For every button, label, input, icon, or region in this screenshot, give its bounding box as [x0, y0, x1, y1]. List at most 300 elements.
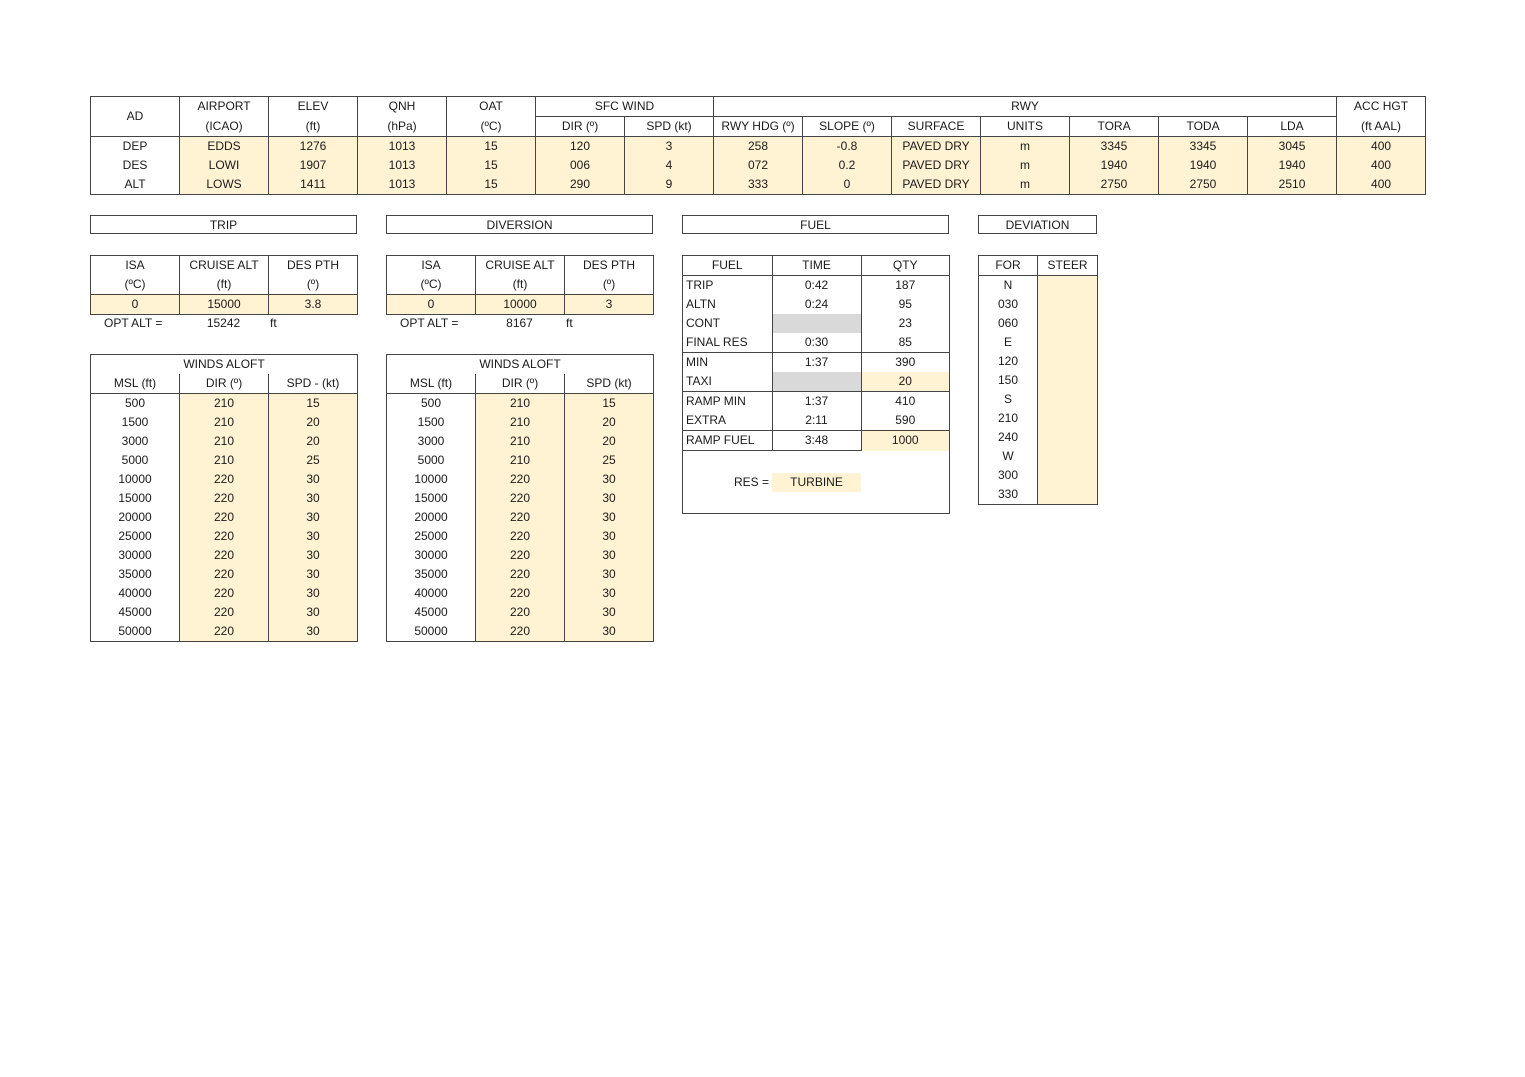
winds-row: [91, 508, 358, 527]
airport-icao-input[interactable]: LOWI: [180, 156, 269, 175]
fuel-qty-cell: 85: [861, 333, 949, 353]
winds-row: [387, 584, 654, 603]
fuel-qty-cell: 590: [861, 411, 949, 431]
rwy-hdg-input[interactable]: 333: [714, 175, 803, 195]
tora-input[interactable]: 3345: [1070, 137, 1159, 157]
winds-row: [387, 565, 654, 584]
for-cell: E: [1003, 335, 1012, 349]
fuel-row: [683, 372, 949, 392]
units-select[interactable]: m: [981, 156, 1070, 175]
deviation-row: [979, 314, 1098, 333]
div-winds-spd-input[interactable]: 30: [565, 470, 654, 489]
oat-input[interactable]: 15: [447, 175, 536, 195]
div-opt-alt-unit: ft: [566, 316, 573, 330]
trip-winds-spd-header: SPD - (kt): [269, 374, 358, 394]
trip-winds-msl-cell: 15000: [118, 491, 152, 505]
div-winds-spd-input[interactable]: 20: [565, 413, 654, 432]
fuel-label-cell: CONT: [686, 316, 720, 330]
trip-winds-dir-input[interactable]: 220: [180, 489, 269, 508]
fuel-label-cell: TRIP: [686, 278, 714, 292]
trip-des-header: DES PTH: [286, 258, 339, 272]
fuel-label-cell: TAXI: [686, 374, 712, 388]
div-cruise-sub: (ft): [476, 275, 565, 295]
fuel-time-cell: 0:24: [772, 295, 861, 314]
trip-winds-dir-input[interactable]: 220: [180, 603, 269, 622]
div-winds-spd-input[interactable]: 30: [565, 489, 654, 508]
deviation-row: [979, 371, 1098, 390]
airport-icao-input[interactable]: EDDS: [180, 137, 269, 157]
for-cell: 150: [997, 373, 1019, 387]
winds-row: [91, 394, 358, 414]
fuel-label-cell: RAMP MIN: [683, 392, 772, 412]
trip-isa-header: ISA: [91, 256, 180, 276]
steer-input[interactable]: [1038, 485, 1098, 505]
trip-winds-dir-input[interactable]: 220: [180, 470, 269, 489]
div-winds-dir-input[interactable]: 210: [476, 413, 565, 432]
slope-input[interactable]: -0.8: [803, 137, 892, 157]
fuel-qty-cell: 95: [861, 295, 949, 314]
col-lda-header: LDA: [1248, 117, 1337, 137]
div-winds-msl-cell: 3000: [417, 434, 445, 448]
trip-params-table: [90, 255, 358, 315]
winds-row: [91, 489, 358, 508]
fuel-time-cell: 0:42: [772, 276, 861, 296]
col-rwy-header: RWY: [714, 97, 1337, 117]
trip-winds-msl-cell: 500: [124, 396, 146, 410]
div-winds-title: WINDS ALOFT: [479, 357, 561, 371]
trip-winds-msl-cell: 40000: [118, 586, 152, 600]
trip-isa-input[interactable]: 0: [91, 295, 180, 315]
fuel-label-cell: MIN: [683, 353, 772, 373]
winds-row: [387, 432, 654, 451]
col-airport-sub: (ICAO): [180, 117, 269, 137]
div-winds-dir-input[interactable]: 220: [476, 527, 565, 546]
steer-input[interactable]: [1038, 333, 1098, 352]
steer-input[interactable]: [1038, 276, 1098, 296]
trip-winds-dir-input[interactable]: 220: [180, 565, 269, 584]
fuel-qty-cell: 410: [861, 392, 949, 412]
div-winds-msl-cell: 50000: [414, 624, 448, 638]
toda-input[interactable]: 2750: [1159, 175, 1248, 195]
for-cell: W: [1002, 449, 1014, 463]
winds-row: [387, 603, 654, 622]
col-oat-header: OAT: [447, 97, 536, 117]
col-toda-header: TODA: [1159, 117, 1248, 137]
trip-winds-dir-input[interactable]: 220: [180, 584, 269, 603]
trip-winds-msl-cell: 35000: [118, 567, 152, 581]
trip-cruise-alt-input[interactable]: 15000: [180, 295, 269, 315]
winds-row: [91, 451, 358, 470]
trip-winds-dir-input[interactable]: 210: [180, 432, 269, 451]
div-winds-dir-input[interactable]: 220: [476, 622, 565, 642]
steer-input[interactable]: [1038, 390, 1098, 409]
div-winds-spd-input[interactable]: 15: [565, 394, 654, 414]
steer-input[interactable]: [1038, 352, 1098, 371]
div-winds-dir-input[interactable]: 220: [476, 584, 565, 603]
diversion-params-table: [386, 255, 654, 315]
col-wind-spd-header: SPD (kt): [625, 117, 714, 137]
fuel-time-cell: 3:48: [772, 431, 861, 451]
div-des-pth-input[interactable]: 3: [565, 295, 654, 315]
deviation-row: [979, 466, 1098, 485]
res-select[interactable]: TURBINE: [772, 473, 861, 492]
div-winds-msl-cell: 40000: [414, 586, 448, 600]
trip-winds-dir-input[interactable]: 220: [180, 622, 269, 642]
div-isa-input[interactable]: 0: [387, 295, 476, 315]
lda-input[interactable]: 2510: [1248, 175, 1337, 195]
div-isa-sub: (ºC): [387, 275, 476, 295]
lda-input[interactable]: 1940: [1248, 156, 1337, 175]
trip-winds-spd-input[interactable]: 30: [269, 546, 358, 565]
div-winds-msl-cell: 500: [420, 396, 442, 410]
airport-icao-input[interactable]: LOWS: [180, 175, 269, 195]
wind-spd-input[interactable]: 3: [625, 137, 714, 157]
winds-row: [387, 451, 654, 470]
winds-row: [387, 413, 654, 432]
fuel-label-cell: ALTN: [686, 297, 716, 311]
fuel-time-cell: 0:30: [772, 333, 861, 353]
trip-winds-spd-input[interactable]: 20: [269, 432, 358, 451]
wind-spd-input[interactable]: 4: [625, 156, 714, 175]
winds-row: [387, 508, 654, 527]
div-cruise-alt-input[interactable]: 10000: [476, 295, 565, 315]
div-winds-dir-input[interactable]: 210: [476, 394, 565, 414]
trip-winds-spd-input[interactable]: 30: [269, 508, 358, 527]
div-winds-dir-input[interactable]: 220: [476, 565, 565, 584]
div-opt-alt: [386, 314, 653, 333]
div-winds-msl-cell: 5000: [417, 453, 445, 467]
fuel-label-cell: RAMP FUEL: [683, 431, 772, 451]
fuel-time-cell: 2:11: [772, 411, 861, 431]
div-winds-msl-cell: 20000: [414, 510, 448, 524]
col-ad-header: AD: [91, 97, 180, 137]
col-oat-sub: (ºC): [447, 117, 536, 137]
fuel-row: [683, 353, 949, 373]
fuel-qty-input[interactable]: 1000: [861, 431, 949, 451]
trip-cruise-header: CRUISE ALT: [180, 256, 269, 276]
deviation-row: [979, 390, 1098, 409]
winds-row: [387, 527, 654, 546]
fuel-time-cell: [772, 314, 861, 333]
time-col-header: TIME: [772, 256, 861, 276]
qnh-input[interactable]: 1013: [358, 156, 447, 175]
elev-input[interactable]: 1276: [269, 137, 358, 157]
div-winds-msl-cell: 45000: [414, 605, 448, 619]
wind-spd-input[interactable]: 9: [625, 175, 714, 195]
oat-input[interactable]: 15: [447, 137, 536, 157]
trip-winds-spd-input[interactable]: 30: [269, 527, 358, 546]
winds-row: [387, 489, 654, 508]
trip-opt-alt-value: 15242: [206, 316, 241, 330]
slope-input[interactable]: 0.2: [803, 156, 892, 175]
trip-opt-alt-label: OPT ALT =: [104, 316, 163, 330]
fuel-row: [683, 431, 949, 451]
deviation-row: [979, 409, 1098, 428]
trip-des-pth-input[interactable]: 3.8: [269, 295, 358, 315]
fuel-row: [683, 276, 949, 296]
tora-input[interactable]: 1940: [1070, 156, 1159, 175]
col-sfc-wind-header: SFC WIND: [536, 97, 714, 117]
div-winds-dir-input[interactable]: 220: [476, 603, 565, 622]
trip-winds-table: [90, 354, 358, 642]
deviation-row: [979, 352, 1098, 371]
col-qnh-sub: (hPa): [358, 117, 447, 137]
div-winds-spd-input[interactable]: 30: [565, 546, 654, 565]
trip-title: TRIP: [90, 215, 357, 234]
for-cell: 030: [997, 297, 1019, 311]
fuel-panel: [682, 255, 950, 514]
col-surface-header: SURFACE: [892, 117, 981, 137]
trip-winds-msl-cell: 1500: [121, 415, 149, 429]
div-winds-spd-input[interactable]: 30: [565, 603, 654, 622]
trip-winds-spd-input[interactable]: 30: [269, 489, 358, 508]
deviation-row: [979, 333, 1098, 352]
trip-opt-alt-unit: ft: [270, 316, 277, 330]
winds-row: [91, 584, 358, 603]
div-winds-msl-cell: 1500: [417, 415, 445, 429]
col-elev-sub: (ft): [269, 117, 358, 137]
airport-table: [90, 96, 1426, 195]
rwy-hdg-input[interactable]: 072: [714, 156, 803, 175]
trip-des-sub: (º): [269, 275, 358, 295]
div-winds-dir-header: DIR (º): [476, 374, 565, 394]
fuel-time-cell: [772, 372, 861, 392]
wind-dir-input[interactable]: 120: [536, 137, 625, 157]
diversion-title: DIVERSION: [386, 215, 653, 234]
div-winds-msl-cell: 35000: [414, 567, 448, 581]
div-isa-header: ISA: [387, 256, 476, 276]
qnh-input[interactable]: 1013: [358, 137, 447, 157]
div-winds-msl-cell: 10000: [414, 472, 448, 486]
trip-winds-msl-cell: 3000: [121, 434, 149, 448]
div-winds-table: [386, 354, 654, 642]
trip-winds-msl-cell: 45000: [118, 605, 152, 619]
div-winds-dir-input[interactable]: 220: [476, 470, 565, 489]
surface-select[interactable]: PAVED DRY: [892, 175, 981, 195]
for-col-header: FOR: [979, 256, 1038, 276]
deviation-title: DEVIATION: [978, 215, 1097, 234]
trip-winds-msl-cell: 25000: [118, 529, 152, 543]
div-winds-spd-input[interactable]: 30: [565, 565, 654, 584]
steer-input[interactable]: [1038, 371, 1098, 390]
wind-dir-input[interactable]: 290: [536, 175, 625, 195]
lda-input[interactable]: 3045: [1248, 137, 1337, 157]
div-winds-spd-input[interactable]: 25: [565, 451, 654, 470]
trip-winds-dir-input[interactable]: 220: [180, 527, 269, 546]
res-row: [683, 473, 949, 492]
fuel-qty-cell: 23: [861, 314, 949, 333]
trip-winds-msl-header: MSL (ft): [91, 374, 180, 394]
airport-row: [91, 137, 1426, 157]
winds-row: [91, 546, 358, 565]
toda-input[interactable]: 3345: [1159, 137, 1248, 157]
fuel-row: [683, 411, 949, 431]
winds-row: [91, 603, 358, 622]
div-winds-spd-input[interactable]: 30: [565, 527, 654, 546]
steer-input[interactable]: [1038, 295, 1098, 314]
rwy-hdg-input[interactable]: 258: [714, 137, 803, 157]
div-winds-msl-cell: 25000: [414, 529, 448, 543]
fuel-row: [683, 295, 949, 314]
units-select[interactable]: m: [981, 137, 1070, 157]
fuel-title: FUEL: [682, 215, 949, 234]
div-winds-spd-header: SPD (kt): [565, 374, 654, 394]
for-cell: 330: [997, 487, 1019, 501]
fuel-col-header: FUEL: [683, 256, 772, 276]
trip-winds-dir-input[interactable]: 210: [180, 413, 269, 432]
airport-row: [91, 156, 1426, 175]
div-winds-dir-input[interactable]: 220: [476, 489, 565, 508]
res-label: RES =: [733, 475, 769, 489]
ad-cell: DEP: [91, 137, 180, 157]
col-qnh-header: QNH: [358, 97, 447, 117]
steer-col-header: STEER: [1038, 256, 1098, 276]
airport-row: [91, 175, 1426, 195]
trip-winds-spd-input[interactable]: 30: [269, 565, 358, 584]
surface-select[interactable]: PAVED DRY: [892, 156, 981, 175]
trip-winds-dir-header: DIR (º): [180, 374, 269, 394]
steer-input[interactable]: [1038, 447, 1098, 466]
trip-winds-spd-input[interactable]: 30: [269, 470, 358, 489]
div-winds-spd-input[interactable]: 30: [565, 584, 654, 603]
oat-input[interactable]: 15: [447, 156, 536, 175]
winds-row: [91, 413, 358, 432]
for-cell: 210: [997, 411, 1019, 425]
trip-winds-spd-input[interactable]: 30: [269, 584, 358, 603]
winds-row: [91, 432, 358, 451]
acc-hgt-input[interactable]: 400: [1337, 137, 1426, 157]
wind-dir-input[interactable]: 006: [536, 156, 625, 175]
div-winds-dir-input[interactable]: 220: [476, 508, 565, 527]
trip-winds-msl-cell: 50000: [118, 624, 152, 638]
col-slope-header: SLOPE (º): [803, 117, 892, 137]
for-cell: S: [1003, 392, 1012, 406]
for-cell: 120: [997, 354, 1019, 368]
for-cell: 060: [997, 316, 1019, 330]
div-opt-alt-label: OPT ALT =: [400, 316, 459, 330]
fuel-time-cell: 1:37: [772, 353, 861, 373]
deviation-row: [979, 276, 1098, 296]
for-cell: N: [1003, 278, 1013, 292]
ad-cell: DES: [91, 156, 180, 175]
acc-hgt-input[interactable]: 400: [1337, 175, 1426, 195]
deviation-table: [978, 255, 1098, 505]
elev-input[interactable]: 1907: [269, 156, 358, 175]
div-winds-dir-input[interactable]: 210: [476, 451, 565, 470]
winds-row: [91, 622, 358, 642]
fuel-qty-input[interactable]: 20: [861, 372, 949, 392]
div-winds-msl-cell: 30000: [414, 548, 448, 562]
trip-winds-dir-input[interactable]: 220: [180, 546, 269, 565]
trip-winds-dir-input[interactable]: 210: [180, 451, 269, 470]
col-tora-header: TORA: [1070, 117, 1159, 137]
deviation-row: [979, 428, 1098, 447]
div-winds-spd-input[interactable]: 30: [565, 508, 654, 527]
trip-winds-msl-cell: 20000: [118, 510, 152, 524]
winds-row: [91, 565, 358, 584]
col-units-header: UNITS: [981, 117, 1070, 137]
slope-input[interactable]: 0: [803, 175, 892, 195]
trip-winds-spd-input[interactable]: 15: [269, 394, 358, 414]
winds-row: [91, 527, 358, 546]
qnh-input[interactable]: 1013: [358, 175, 447, 195]
trip-cruise-sub: (ft): [180, 275, 269, 295]
fuel-qty-cell: 187: [861, 276, 949, 296]
qty-col-header: QTY: [861, 256, 949, 276]
steer-input[interactable]: [1038, 409, 1098, 428]
trip-winds-msl-cell: 5000: [121, 453, 149, 467]
div-winds-spd-input[interactable]: 30: [565, 622, 654, 642]
winds-row: [387, 394, 654, 414]
fuel-label-cell: EXTRA: [686, 413, 727, 427]
tora-input[interactable]: 2750: [1070, 175, 1159, 195]
col-acc-hgt-sub: (ft AAL): [1337, 117, 1426, 137]
deviation-row: [979, 485, 1098, 505]
acc-hgt-input[interactable]: 400: [1337, 156, 1426, 175]
fuel-table: [683, 256, 949, 451]
col-wind-dir-header: DIR (º): [536, 117, 625, 137]
div-winds-msl-header: MSL (ft): [387, 374, 476, 394]
fuel-row: [683, 392, 949, 412]
col-acc-hgt-header: ACC HGT: [1354, 99, 1409, 114]
div-des-header: DES PTH: [582, 258, 635, 272]
elev-input[interactable]: 1411: [269, 175, 358, 195]
trip-winds-dir-input[interactable]: 220: [180, 508, 269, 527]
trip-winds-msl-cell: 30000: [118, 548, 152, 562]
trip-winds-title: WINDS ALOFT: [183, 357, 265, 371]
trip-winds-dir-input[interactable]: 210: [180, 394, 269, 414]
fuel-row: [683, 333, 949, 353]
col-rwy-hdg-header: RWY HDG (º): [714, 117, 803, 137]
col-airport-header: AIRPORT: [180, 97, 269, 117]
trip-winds-spd-input[interactable]: 20: [269, 413, 358, 432]
trip-winds-spd-input[interactable]: 25: [269, 451, 358, 470]
deviation-row: [979, 447, 1098, 466]
trip-winds-spd-input[interactable]: 30: [269, 622, 358, 642]
fuel-row: [683, 314, 949, 333]
fuel-qty-cell: 390: [861, 353, 949, 373]
winds-row: [387, 622, 654, 642]
fuel-time-cell: 1:37: [772, 392, 861, 412]
trip-winds-spd-input[interactable]: 30: [269, 603, 358, 622]
div-winds-dir-input[interactable]: 220: [476, 546, 565, 565]
steer-input[interactable]: [1038, 428, 1098, 447]
winds-row: [387, 546, 654, 565]
div-des-sub: (º): [565, 275, 654, 295]
trip-opt-alt: [90, 314, 357, 333]
steer-input[interactable]: [1038, 466, 1098, 485]
for-cell: 240: [997, 430, 1019, 444]
deviation-row: [979, 295, 1098, 314]
div-winds-spd-input[interactable]: 20: [565, 432, 654, 451]
col-elev-header: ELEV: [269, 97, 358, 117]
surface-select[interactable]: PAVED DRY: [892, 137, 981, 157]
steer-input[interactable]: [1038, 314, 1098, 333]
units-select[interactable]: m: [981, 175, 1070, 195]
winds-row: [387, 470, 654, 489]
div-winds-dir-input[interactable]: 210: [476, 432, 565, 451]
div-winds-msl-cell: 15000: [414, 491, 448, 505]
trip-winds-msl-cell: 10000: [118, 472, 152, 486]
toda-input[interactable]: 1940: [1159, 156, 1248, 175]
trip-isa-sub: (ºC): [91, 275, 180, 295]
fuel-label-cell: FINAL RES: [686, 335, 748, 349]
div-opt-alt-value: 8167: [506, 316, 533, 330]
ad-cell: ALT: [91, 175, 180, 195]
for-cell: 300: [997, 468, 1019, 482]
winds-row: [91, 470, 358, 489]
div-cruise-header: CRUISE ALT: [476, 256, 565, 276]
